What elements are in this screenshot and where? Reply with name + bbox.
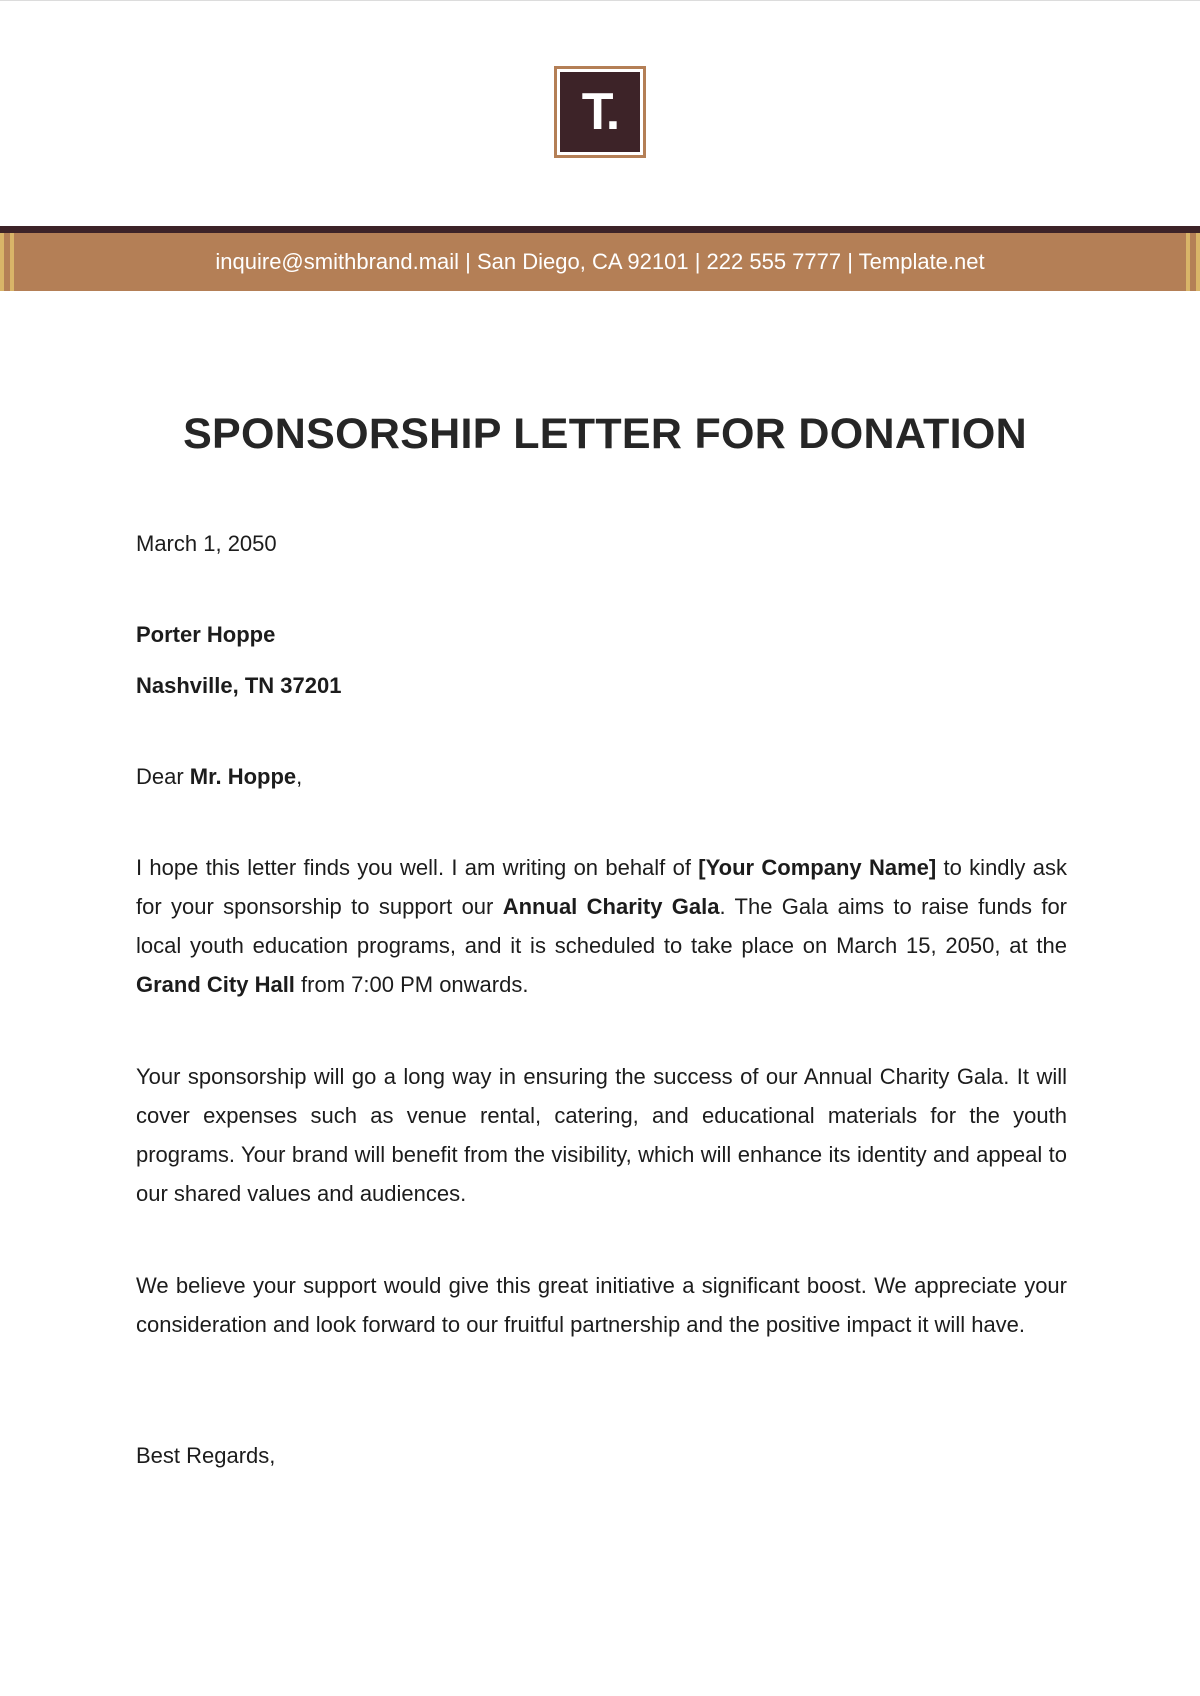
recipient-address: Nashville, TN 37201 xyxy=(136,673,342,698)
event-name: Annual Charity Gala xyxy=(502,894,720,919)
recipient-name: Porter Hoppe xyxy=(136,622,276,647)
contact-line: inquire@smithbrand.mail | San Diego, CA 92101 | 222 555 7777 | Template.net xyxy=(215,249,985,274)
paragraph-1-text: to kindly ask for your sponsorship to support our xyxy=(136,855,1067,919)
body-paragraph-2: Your sponsorship will go a long way in ensuring the success of our Annual Charity Gala. It will cover expenses such as venue rental, catering, and educational materials for the youth programs. Your brand will benefit from the visibility, which will enhance its identity and appeal to our shared values and audiences. xyxy=(136,1064,1067,1206)
header-contact-band xyxy=(0,233,1200,291)
body-paragraph-1 xyxy=(136,848,1067,1004)
band-stripe-left-inner xyxy=(10,233,14,291)
paragraph-1-text: . The Gala aims to raise funds for local youth education programs, and it is scheduled to take place on March 15, 2050, at the xyxy=(136,894,1068,958)
venue-name: Grand City Hall xyxy=(136,972,295,997)
salutation-name: Mr. Hoppe xyxy=(189,764,297,789)
band-stripe-right-inner xyxy=(1186,233,1190,291)
band-stripe-right-outer xyxy=(1196,233,1200,291)
paragraph-1-text: from 7:00 PM onwards. xyxy=(294,972,529,997)
paragraph-1-text: I hope this letter finds you well. I am writing on behalf of xyxy=(136,855,699,880)
letter-date: March 1, 2050 xyxy=(136,531,277,556)
logo-mark: T. xyxy=(560,72,640,152)
body-paragraph-3: We believe your support would give this great initiative a significant boost. We appreciate your consideration and look forward to our fruitful partnership and the positive impact it will have. xyxy=(136,1273,1067,1337)
top-divider xyxy=(0,0,1200,1)
brand-logo xyxy=(554,66,646,158)
band-stripe-left-outer xyxy=(0,233,4,291)
company-name: [Your Company Name] xyxy=(698,855,937,880)
salutation xyxy=(136,757,1067,796)
salutation-prefix: Dear xyxy=(136,764,190,789)
salutation-suffix: , xyxy=(296,764,303,789)
closing: Best Regards, xyxy=(136,1443,276,1468)
header-band-top-rule xyxy=(0,226,1200,233)
document-title: SPONSORSHIP LETTER FOR DONATION xyxy=(183,410,1027,458)
